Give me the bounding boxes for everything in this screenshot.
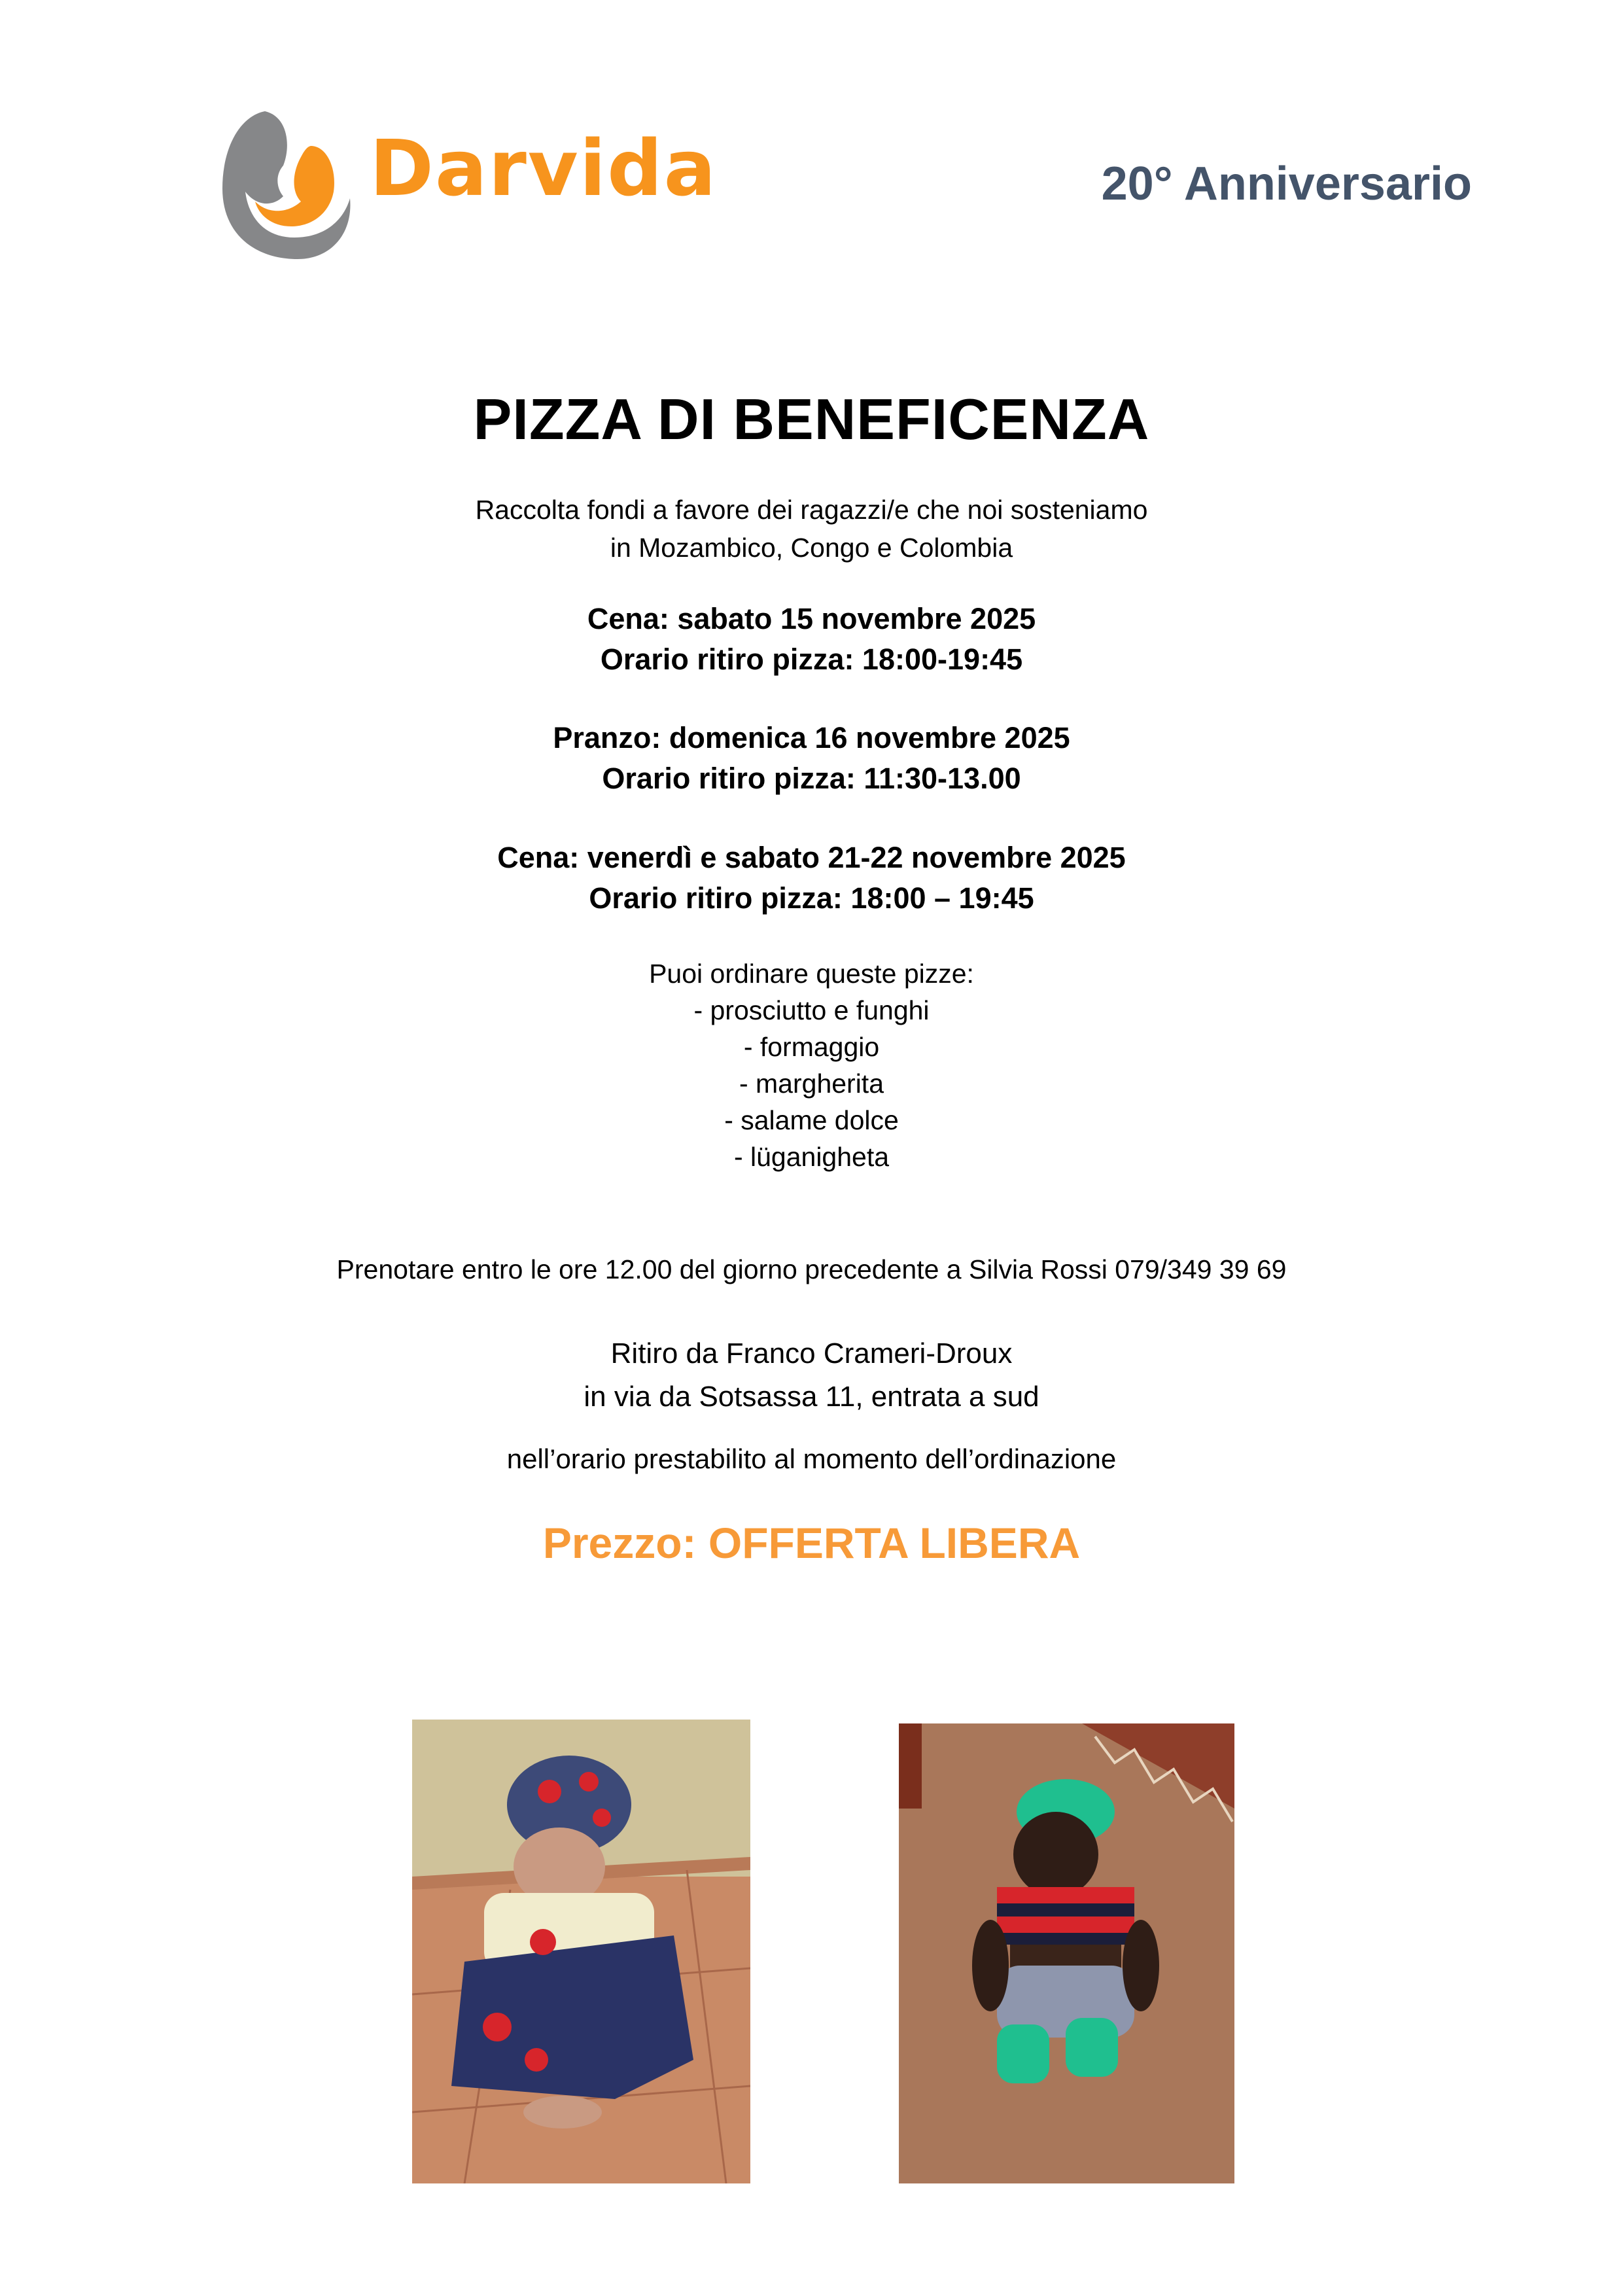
event-block	[0, 718, 1623, 799]
pizza-menu	[0, 955, 1623, 1175]
photo-child-1	[412, 1720, 750, 2183]
event-date: Cena: sabato 15 novembre 2025	[587, 602, 1036, 635]
pickup-location	[0, 1332, 1623, 1419]
event-block	[0, 599, 1623, 680]
darvida-logo-icon	[219, 110, 370, 260]
pickup-note: nell’orario prestabilito al momento dell’ordinazione	[506, 1443, 1117, 1474]
event-date: Pranzo: domenica 16 novembre 2025	[553, 721, 1070, 754]
menu-item: - prosciutto e funghi	[693, 995, 930, 1025]
child-photo-2-illustration	[899, 1723, 1234, 2183]
subtitle	[0, 491, 1623, 567]
event-block	[0, 838, 1623, 919]
event-pickup-time: Orario ritiro pizza: 11:30-13.00	[602, 762, 1021, 795]
child-photo-1-illustration	[412, 1720, 750, 2183]
pickup-line: Ritiro da Franco Crameri-Droux	[610, 1337, 1013, 1369]
photo-child-2	[899, 1723, 1234, 2183]
menu-item: - lüganigheta	[733, 1142, 890, 1172]
darvida-logo	[219, 110, 718, 260]
menu-intro: Puoi ordinare queste pizze:	[649, 959, 974, 989]
subtitle-line: Raccolta fondi a favore dei ragazzi/e che noi sosteniamo	[475, 495, 1148, 525]
subtitle-line: in Mozambico, Congo e Colombia	[610, 533, 1013, 563]
menu-item: - formaggio	[743, 1032, 880, 1062]
event-pickup-time: Orario ritiro pizza: 18:00 – 19:45	[589, 881, 1034, 915]
anniversary-label: 20° Anniversario	[1101, 158, 1472, 210]
booking-info: Prenotare entro le ore 12.00 del giorno precedente a Silvia Rossi 079/349 39 69	[336, 1254, 1287, 1284]
pickup-line: in via da Sotsassa 11, entrata a sud	[584, 1381, 1039, 1413]
event-date: Cena: venerdì e sabato 21-22 novembre 2025	[497, 841, 1126, 874]
price-label: Prezzo: OFFERTA LIBERA	[542, 1519, 1081, 1567]
logo-wordmark: Darvida	[370, 123, 718, 213]
event-pickup-time: Orario ritiro pizza: 18:00-19:45	[600, 643, 1023, 676]
menu-item: - salame dolce	[724, 1105, 899, 1135]
page-title: PIZZA DI BENEFICENZA	[473, 387, 1150, 451]
menu-item: - margherita	[739, 1069, 884, 1099]
